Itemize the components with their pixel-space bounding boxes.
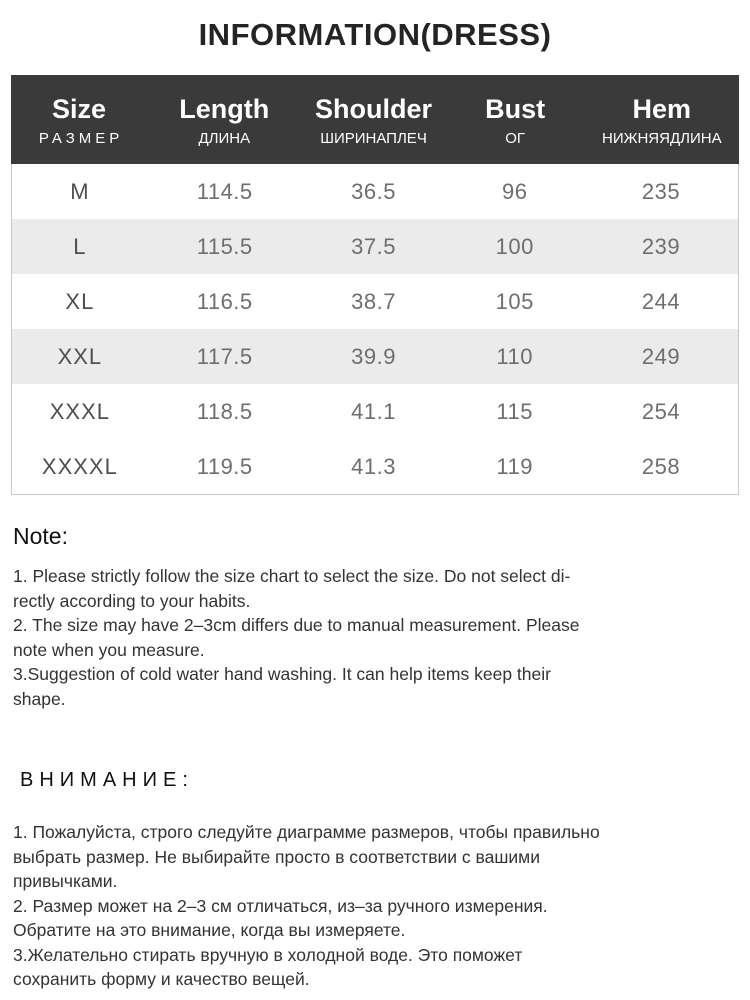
cell-hem: 244 bbox=[641, 288, 681, 314]
cell-length: 116.5 bbox=[196, 288, 253, 314]
cell-bust: 119 bbox=[496, 453, 533, 479]
cell-size: XL bbox=[65, 288, 95, 314]
column-header-bust-ru: ОГ bbox=[505, 129, 526, 147]
cell-shoulder: 36.5 bbox=[351, 178, 396, 204]
text-line: привычками. bbox=[13, 871, 118, 891]
table-header-row bbox=[11, 75, 739, 164]
page-title: INFORMATION(DRESS) bbox=[198, 17, 552, 52]
text-line: shape. bbox=[13, 688, 66, 709]
cell-hem: 258 bbox=[641, 453, 681, 479]
cell-shoulder: 41.3 bbox=[351, 453, 396, 479]
note-section-ru bbox=[13, 768, 737, 992]
cell-hem: 249 bbox=[641, 343, 681, 369]
text-line: выбрать размер. Не выбирайте просто в соответствии с вашими bbox=[13, 846, 540, 867]
cell-hem: 239 bbox=[641, 233, 681, 259]
cell-length: 117.5 bbox=[196, 343, 253, 369]
table-body bbox=[12, 164, 738, 494]
cell-size: XXXXL bbox=[41, 453, 118, 479]
column-header-bust bbox=[446, 75, 585, 164]
cell-bust: 100 bbox=[495, 233, 534, 259]
cell-bust: 105 bbox=[495, 288, 534, 314]
attention-heading: ВНИМАНИЕ: bbox=[20, 769, 194, 791]
cell-shoulder: 38.7 bbox=[351, 288, 396, 314]
table-row bbox=[12, 274, 738, 329]
cell-hem: 235 bbox=[641, 178, 681, 204]
column-header-length-en: Length bbox=[179, 93, 270, 124]
cell-length: 119.5 bbox=[196, 453, 253, 479]
table-row bbox=[12, 219, 738, 274]
text-line: 2. The size may have 2–3cm differs due to manual measurement. Please bbox=[13, 615, 580, 635]
column-header-size bbox=[11, 75, 147, 164]
table-row bbox=[12, 439, 738, 494]
cell-bust: 110 bbox=[496, 343, 533, 369]
column-header-shoulder bbox=[301, 75, 445, 164]
cell-shoulder: 37.5 bbox=[351, 233, 396, 259]
column-header-shoulder-ru: ШИРИНАПЛЕЧ bbox=[320, 129, 427, 147]
text-line: 1. Пожалуйста, строго следуйте диаграмме размеров, чтобы правильно bbox=[13, 822, 600, 842]
column-header-length bbox=[147, 75, 301, 164]
column-header-length-ru: ДЛИНА bbox=[198, 129, 251, 147]
note-text-ru bbox=[13, 820, 737, 992]
column-header-size-en: Size bbox=[52, 93, 107, 124]
text-line: 1. Please strictly follow the size chart to select the size. Do not select di- bbox=[13, 566, 571, 586]
column-header-size-ru: РАЗМЕР bbox=[38, 129, 124, 147]
note-section-en bbox=[13, 522, 737, 711]
text-line: Обратите на это внимание, когда вы измеряете. bbox=[13, 920, 406, 940]
note-heading: Note: bbox=[13, 523, 68, 549]
note-text-en bbox=[13, 564, 737, 711]
text-line: 3.Желательно стирать вручную в холодной воде. Это поможет bbox=[13, 944, 523, 965]
table-row bbox=[12, 164, 738, 219]
cell-bust: 96 bbox=[501, 178, 528, 204]
cell-size: M bbox=[70, 178, 90, 204]
text-line: 3.Suggestion of cold water hand washing. It can help items keep their bbox=[13, 664, 551, 684]
column-header-shoulder-en: Shoulder bbox=[315, 93, 433, 124]
cell-bust: 115 bbox=[496, 398, 533, 424]
size-chart-table bbox=[11, 75, 739, 495]
column-header-bust-en: Bust bbox=[485, 93, 546, 124]
text-line: note when you measure. bbox=[13, 639, 205, 660]
cell-size: XXXL bbox=[49, 398, 110, 424]
text-line: rectly according to your habits. bbox=[13, 590, 251, 611]
text-line: 2. Размер может на 2–3 см отличаться, из–за ручного измерения. bbox=[13, 895, 548, 916]
table-row bbox=[12, 329, 738, 384]
cell-length: 115.5 bbox=[196, 233, 253, 259]
column-header-hem bbox=[585, 75, 739, 164]
cell-shoulder: 39.9 bbox=[351, 343, 396, 369]
column-header-hem-ru: НИЖНЯЯДЛИНА bbox=[602, 129, 722, 147]
cell-length: 118.5 bbox=[196, 398, 253, 424]
cell-size: XXL bbox=[57, 343, 103, 369]
cell-length: 114.5 bbox=[196, 178, 253, 204]
cell-shoulder: 41.1 bbox=[351, 398, 396, 424]
column-header-hem-en: Hem bbox=[632, 93, 692, 124]
cell-hem: 254 bbox=[641, 398, 681, 424]
table-row bbox=[12, 384, 738, 439]
text-line: сохранить форму и качество вещей. bbox=[13, 969, 310, 989]
cell-size: L bbox=[73, 233, 87, 259]
